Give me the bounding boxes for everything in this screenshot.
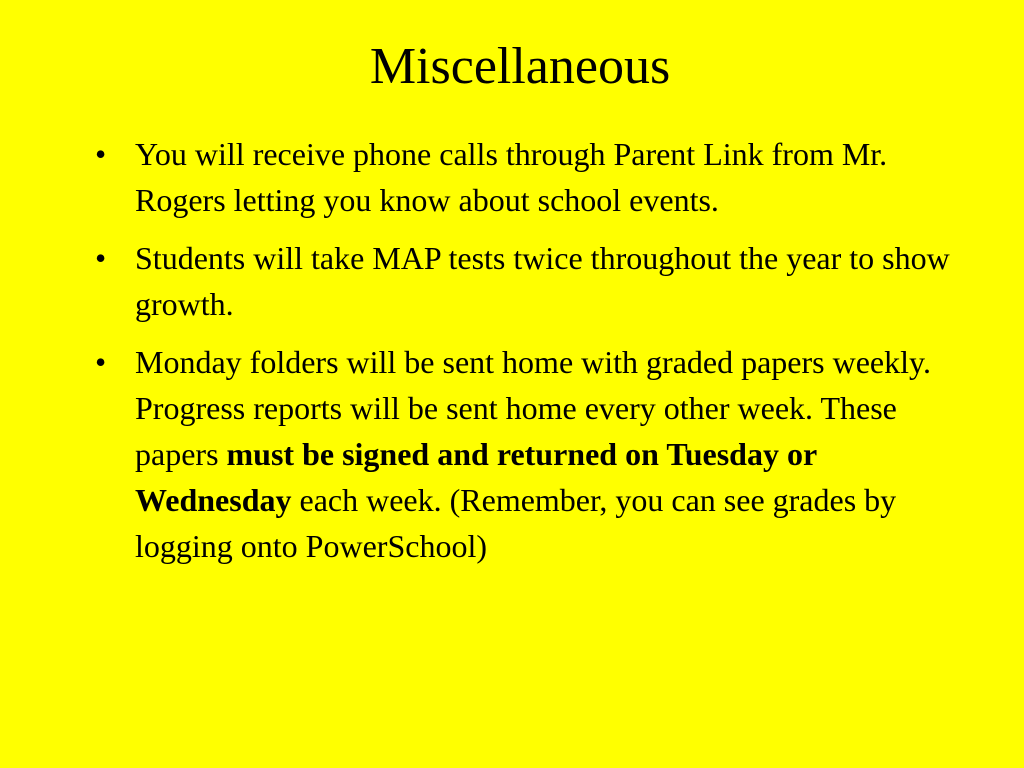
bullet-icon: • bbox=[95, 240, 107, 276]
bullet-text: Students will take MAP tests twice throughout the year to show growth. bbox=[135, 240, 950, 322]
bullet-text-start: Monday folders will be sent home with graded papers weekly. Progress reports will be sent home every other week. These papers bbox=[135, 344, 931, 472]
bullet-text-end: each week. (Remember, you can see grades by logging onto PowerSchool) bbox=[135, 482, 897, 564]
bullet-item bbox=[95, 339, 955, 569]
bullet-icon: • bbox=[95, 344, 107, 380]
bullet-text: You will receive phone calls through Parent Link from Mr. Rogers letting you know about school events. bbox=[135, 136, 888, 218]
bullet-text-emphasis: must be signed and returned on Tuesday or Wednesday bbox=[135, 436, 817, 518]
bullet-item bbox=[95, 235, 955, 327]
bullet-list bbox=[95, 131, 955, 581]
slide-title: Miscellaneous bbox=[369, 38, 671, 95]
bullet-text bbox=[135, 344, 931, 564]
bullet-icon: • bbox=[95, 136, 107, 172]
bullet-item bbox=[95, 131, 955, 223]
